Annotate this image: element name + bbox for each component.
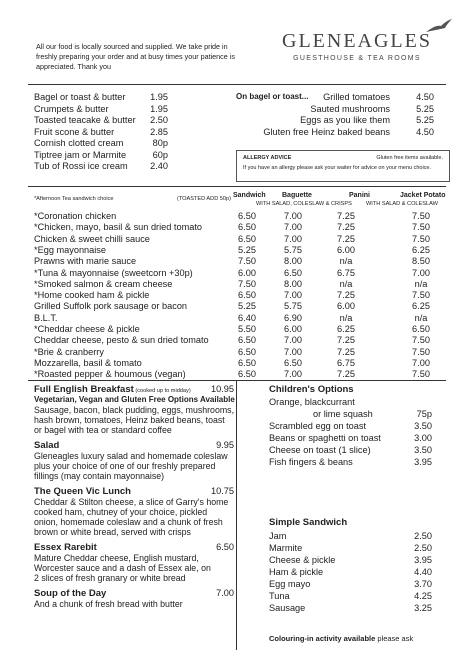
snack-price: 1.95 (150, 103, 168, 114)
main-description-line: Cheddar & Stilton cheese, a slice of Garry's home (34, 497, 229, 507)
afternoon-tea-note: *Afternoon Tea sandwich choice (34, 196, 114, 202)
snack-price: 2.40 (150, 161, 168, 171)
children-price: 75p (416, 409, 432, 419)
children-price: 3.00 (414, 433, 432, 443)
col-panini: Panini (349, 192, 371, 199)
col-sub-with-salad-crisps: WITH SALAD, COLESLAW & CRISPS (256, 201, 352, 207)
sandwich-name: *Home cooked ham & pickle (34, 290, 150, 301)
sandwich-name: Mozzarella, basil & tomato (34, 357, 142, 368)
sandwich-name: Grilled Suffolk pork sausage or bacon (34, 301, 188, 312)
sandwich-price: 7.50 (412, 335, 430, 346)
simple-price: 3.70 (414, 579, 432, 589)
sandwich-price: 7.00 (284, 222, 302, 233)
children-price: 3.50 (414, 445, 432, 455)
simple-item: Ham & pickle (269, 567, 324, 577)
col-sub-with-salad: WITH SALAD & COLESLAW (366, 201, 438, 207)
sandwich-price: 7.50 (238, 256, 256, 267)
sandwich-price: 6.50 (284, 267, 302, 278)
sandwich-price: 7.00 (284, 211, 302, 221)
sandwich-price: 8.00 (284, 278, 302, 289)
colouring-note (269, 634, 413, 643)
sandwich-price: 6.50 (238, 290, 256, 301)
main-price: 6.50 (216, 542, 234, 552)
sandwich-price: 6.25 (337, 324, 355, 334)
sandwich-price: 7.50 (412, 369, 430, 380)
children-item: Orange, blackcurrant (269, 397, 355, 407)
main-price: 9.95 (216, 440, 234, 450)
children-price: 3.50 (414, 421, 432, 431)
snack-price: 80p (152, 138, 168, 148)
allergy-body: If you have an allergy please ask your waiter for advice on your menu choice. (243, 165, 432, 171)
main-description-line: plus your choice of one of our freshly prepared (34, 461, 216, 471)
snack-price: 2.50 (150, 115, 168, 125)
main-title-text: The Queen Vic Lunch (34, 486, 131, 497)
simple-price: 4.25 (414, 591, 432, 601)
sandwich-price: 6.50 (284, 357, 302, 368)
simple-price: 3.95 (414, 555, 432, 565)
brand-logo (262, 30, 452, 62)
colouring-note-bold: Colouring-in activity available (269, 634, 376, 643)
simple-item: Marmite (269, 543, 303, 553)
main-title-text: Soup of the Day (34, 588, 107, 599)
snack-item: Tub of Rossi ice cream (34, 161, 128, 171)
sandwich-price: 7.50 (412, 290, 430, 301)
sandwich-name: *Egg mayonnaise (34, 244, 107, 255)
intro-text: All our food is locally sourced and supplied. We take pride in freshly preparing your order and at busy times your patience is appreciated. Thank you (36, 42, 235, 71)
sandwich-price: 7.50 (412, 346, 430, 357)
main-description-line: Mature Cheddar cheese, English mustard, (34, 553, 199, 563)
snack-item: Fruit scone & butter (34, 126, 115, 137)
sandwich-price: 5.50 (238, 324, 256, 334)
simple-price: 2.50 (414, 531, 432, 541)
sandwich-price: 6.50 (238, 335, 256, 346)
sandwich-price: 6.75 (337, 357, 355, 368)
snack-item: Toasted teacake & butter (34, 115, 136, 125)
bagel-price: 4.50 (416, 126, 434, 137)
col-baguette: Baguette (282, 192, 312, 199)
sandwich-price: 7.00 (284, 335, 302, 346)
col-sandwich: Sandwich (233, 192, 266, 199)
sandwich-price: 7.25 (337, 233, 355, 244)
snack-price: 2.85 (150, 126, 168, 137)
main-description-line: hash brown, tomatoes, Heinz baked beans, toast (34, 415, 225, 425)
sandwich-price: 5.25 (238, 301, 256, 312)
sandwich-price: 6.50 (238, 211, 256, 221)
children-item: Beans or spaghetti on toast (269, 433, 381, 443)
sandwich-price: 6.50 (238, 369, 256, 380)
sandwich-name: Cheddar cheese, pesto & sun dried tomato (34, 335, 209, 346)
sandwich-price: 7.25 (337, 346, 355, 357)
simple-item: Cheese & pickle (269, 555, 336, 565)
sandwich-price: n/a (414, 312, 428, 323)
divider (28, 84, 446, 85)
children-item: Cheese on toast (1 slice) (269, 445, 371, 455)
sandwich-price: 5.75 (284, 301, 302, 312)
main-description-line: Worcester sauce and a dash of Essex ale, on (34, 563, 211, 573)
simple-item: Jam (269, 531, 287, 541)
sandwich-price: 6.90 (284, 312, 302, 323)
sandwich-name: Chicken & sweet chilli sauce (34, 233, 150, 244)
main-title (34, 486, 131, 497)
main-description-line: or bagel with tea or standard coffee (34, 425, 172, 435)
sandwich-price: 5.25 (238, 244, 256, 255)
main-description-line: cooked ham, chutney of your choice, pickled (34, 507, 208, 517)
simple-price: 4.40 (414, 567, 432, 577)
main-price: 7.00 (216, 588, 234, 598)
sandwich-price: 7.25 (337, 335, 355, 346)
main-description-line: fillings (may contain mayonnaise) (34, 471, 165, 481)
children-title: Children's Options (269, 384, 354, 395)
main-title (34, 588, 106, 599)
sandwich-name: *Coronation chicken (34, 211, 117, 221)
main-title-text: Full English Breakfast (34, 384, 134, 395)
allergy-title: ALLERGY ADVICE (243, 155, 292, 161)
simple-item: Sausage (269, 603, 306, 613)
bagel-price: 5.25 (416, 115, 434, 125)
sandwich-name: *Tuna & mayonnaise (sweetcorn +30p) (34, 267, 193, 278)
sandwich-price: 6.00 (238, 267, 256, 278)
main-price: 10.75 (211, 486, 234, 496)
sandwich-name: *Smoked salmon & cream cheese (34, 278, 173, 289)
sandwich-price: 7.50 (238, 278, 256, 289)
sandwich-price: 7.50 (412, 222, 430, 233)
snack-price: 60p (152, 149, 168, 160)
main-title-note: (cooked up to midday) (133, 388, 191, 394)
bagel-price: 4.50 (416, 92, 434, 102)
sandwich-price: 6.50 (412, 324, 430, 334)
snack-item: Bagel or toast & butter (34, 92, 126, 102)
main-price: 10.95 (211, 384, 234, 394)
snack-item: Crumpets & butter (34, 103, 109, 114)
bagel-item: Gluten free Heinz baked beans (263, 126, 390, 137)
sandwich-price: 7.00 (412, 267, 430, 278)
simple-price: 2.50 (414, 543, 432, 553)
sandwich-price: 7.00 (284, 290, 302, 301)
simple-price: 3.25 (414, 603, 432, 613)
sandwich-price: 7.25 (337, 290, 355, 301)
sandwich-price: 6.00 (337, 301, 355, 312)
allergy-gluten-note: Gluten free items available. (376, 155, 443, 161)
children-item: or lime squash (313, 409, 373, 419)
toasted-note: (TOASTED ADD 50p) (177, 196, 231, 202)
sandwich-price: 8.50 (412, 256, 430, 267)
sandwich-price: 7.25 (337, 211, 355, 221)
sandwich-name: B.L.T. (34, 312, 58, 323)
sandwich-price: 7.00 (284, 369, 302, 380)
sandwich-price: 6.40 (238, 312, 256, 323)
sandwich-price: 5.75 (284, 244, 302, 255)
sandwich-price: 6.00 (284, 324, 302, 334)
main-description-line: Sausage, bacon, black pudding, eggs, mushrooms, (34, 405, 235, 415)
sandwich-price: 7.50 (412, 233, 430, 244)
sandwich-price: n/a (414, 278, 428, 289)
brand-subtitle: GUESTHOUSE & TEA ROOMS (293, 55, 421, 62)
sandwich-price: 6.50 (238, 233, 256, 244)
bagel-item: Grilled tomatoes (323, 92, 390, 102)
sandwich-price: 7.00 (284, 233, 302, 244)
sandwich-price: 7.25 (337, 222, 355, 233)
children-item: Fish fingers & beans (269, 457, 353, 467)
sandwich-price: 7.00 (284, 346, 302, 357)
main-description-line: 2 slices of fresh granary or white bread (34, 573, 186, 583)
sandwich-price: 6.25 (412, 301, 430, 312)
sandwich-name: *Roasted pepper & houmous (vegan) (34, 369, 186, 380)
children-price: 3.95 (414, 457, 432, 467)
sandwich-price: 8.00 (284, 256, 302, 267)
sandwich-price: 7.25 (337, 369, 355, 380)
sandwich-price: 6.50 (238, 357, 256, 368)
bagel-item: Eggs as you like them (300, 115, 390, 125)
main-subtitle: Vegetarian, Vegan and Gluten Free Options Available (34, 395, 235, 404)
main-description-line: brown or white bread, served with crisps (34, 527, 191, 537)
col-jacket-potato: Jacket Potato (400, 192, 446, 199)
sandwich-price: 6.25 (412, 244, 430, 255)
main-description-line: And a chunk of fresh bread with butter (34, 599, 183, 609)
main-title (34, 384, 191, 395)
snack-item: Tiptree jam or Marmite (34, 149, 127, 160)
sandwich-price: n/a (339, 278, 353, 289)
main-title (34, 440, 59, 451)
simple-item: Tuna (269, 591, 290, 601)
main-description-line: onion, homemade coleslaw and a chunk of fresh (34, 517, 223, 527)
allergy-box (236, 150, 450, 182)
main-title-text: Essex Rarebit (34, 542, 97, 553)
sandwich-name: Prawns with marie sauce (34, 256, 137, 267)
simple-title: Simple Sandwich (269, 517, 348, 528)
sandwich-price: n/a (339, 256, 353, 267)
bagel-price: 5.25 (416, 103, 434, 114)
colouring-note-rest: please ask (375, 634, 414, 643)
sandwich-price: 6.50 (238, 222, 256, 233)
main-title (34, 542, 97, 553)
snack-item: Cornish clotted cream (34, 138, 124, 148)
simple-item: Egg mayo (269, 579, 311, 589)
bagel-item: Sauted mushrooms (310, 103, 390, 114)
sandwich-name: *Cheddar cheese & pickle (34, 324, 140, 334)
sandwich-price: 6.75 (337, 267, 355, 278)
column-divider (236, 380, 237, 650)
snack-price: 1.95 (150, 92, 168, 102)
sandwich-name: *Brie & cranberry (34, 346, 104, 357)
sandwich-price: 7.50 (412, 211, 430, 221)
main-title-text: Salad (34, 440, 60, 451)
sandwich-price: 6.00 (337, 244, 355, 255)
sandwich-price: 7.00 (412, 357, 430, 368)
sandwich-price: 6.50 (238, 346, 256, 357)
main-description-line: Gleneagles luxury salad and homemade coleslaw (34, 451, 228, 461)
bagel-heading: On bagel or toast... (236, 92, 309, 101)
sandwich-name: *Chicken, mayo, basil & sun dried tomato (34, 222, 203, 233)
divider (28, 380, 446, 381)
divider (28, 186, 446, 187)
children-item: Scrambled egg on toast (269, 421, 367, 431)
brand-name: GLENEAGLES (282, 30, 432, 52)
sandwich-price: n/a (339, 312, 353, 323)
